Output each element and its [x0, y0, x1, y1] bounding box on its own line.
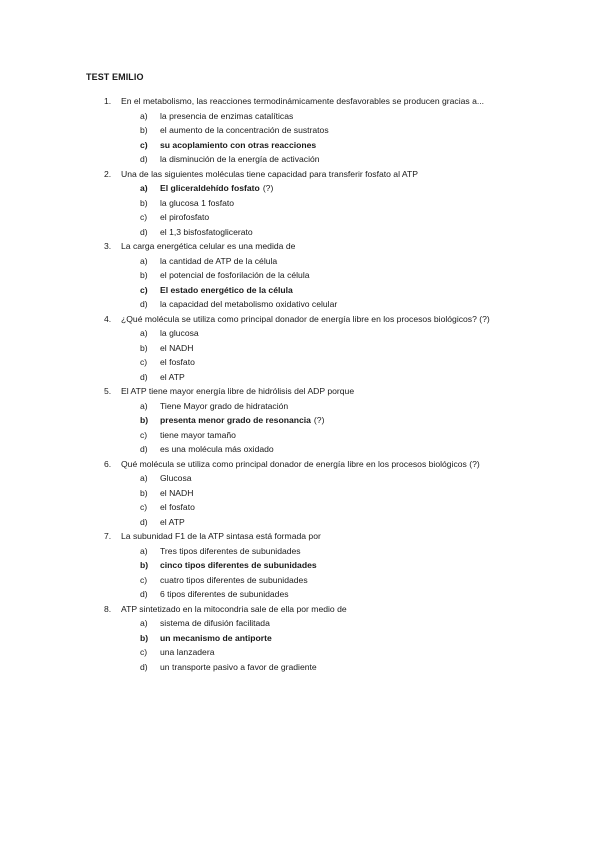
- answer-option: [0, 500, 600, 515]
- option-text: el NADH: [160, 342, 194, 353]
- answer-option: [0, 152, 600, 167]
- answer-option: [0, 268, 600, 283]
- option-content: [160, 631, 272, 646]
- option-text: la glucosa 1 fosfato: [160, 197, 235, 208]
- question-number: 5.: [104, 386, 112, 396]
- question-item: [0, 529, 600, 544]
- option-content: [160, 138, 316, 153]
- question-text: ATP sintetizado en la mitocondria sale de ella por medio de: [121, 603, 347, 614]
- question-text: La carga energética celular es una medida de: [121, 241, 296, 251]
- option-content: [160, 152, 320, 167]
- option-text: el 1,3 bisfosfatoglicerato: [160, 226, 253, 237]
- option-text: la capacidad del metabolismo oxidativo celular: [160, 299, 338, 309]
- option-content: [160, 196, 234, 211]
- answer-option: [0, 138, 600, 153]
- option-letter: a): [140, 183, 148, 193]
- answer-option: [0, 254, 600, 269]
- answer-option: [0, 515, 600, 530]
- answer-option: [0, 486, 600, 501]
- option-content: [160, 573, 308, 588]
- answer-option: [0, 225, 600, 240]
- question-text: Una de las siguientes moléculas tiene capacidad para transferir fosfato al ATP: [121, 168, 418, 179]
- question-list: [0, 94, 600, 674]
- option-text: la disminución de la energía de activación: [160, 154, 320, 164]
- answer-option: [0, 123, 600, 138]
- option-letter: c): [140, 574, 148, 585]
- question-item: [0, 384, 600, 399]
- option-letter: a): [140, 110, 148, 121]
- option-letter: b): [140, 197, 148, 208]
- option-content: [160, 587, 289, 602]
- answer-option: [0, 210, 600, 225]
- option-uncertain-mark: (?): [313, 415, 325, 425]
- question-item: [0, 167, 600, 182]
- option-letter: c): [140, 284, 148, 295]
- option-letter: a): [140, 545, 148, 556]
- answer-option: [0, 283, 600, 298]
- option-letter: b): [140, 342, 148, 353]
- option-text-selected: cinco tipos diferentes de subunidades: [160, 560, 317, 570]
- option-content: [160, 297, 337, 312]
- answer-option: [0, 355, 600, 370]
- answer-option: [0, 341, 600, 356]
- option-text: el pirofosfato: [160, 212, 210, 222]
- option-text: la presencia de enzimas catalíticas: [160, 110, 294, 121]
- option-text-selected: presenta menor grado de resonancia: [160, 415, 311, 425]
- question-text: La subunidad F1 de la ATP sintasa está formada por: [121, 531, 321, 541]
- option-letter: d): [140, 154, 148, 164]
- option-letter: b): [140, 487, 148, 498]
- question-item: [0, 457, 600, 472]
- question-number: 8.: [104, 603, 112, 614]
- answer-option: [0, 645, 600, 660]
- option-letter: d): [140, 589, 148, 599]
- answer-option: [0, 573, 600, 588]
- option-content: [160, 660, 317, 675]
- option-letter: d): [140, 226, 148, 237]
- option-letter: c): [140, 139, 148, 150]
- option-text: la cantidad de ATP de la célula: [160, 255, 278, 266]
- answer-option: [0, 558, 600, 573]
- option-letter: a): [140, 255, 148, 266]
- option-text: el aumento de la concentración de sustratos: [160, 125, 329, 135]
- option-text: la glucosa: [160, 328, 199, 338]
- option-content: [160, 428, 236, 443]
- document-title: TEST EMILIO: [86, 72, 144, 82]
- option-text: tiene mayor tamaño: [160, 429, 236, 440]
- option-letter: b): [140, 125, 148, 135]
- option-text: el potencial de fosforilación de la célula: [160, 270, 310, 280]
- option-letter: a): [140, 400, 148, 411]
- option-letter: b): [140, 632, 149, 643]
- option-text: Tiene Mayor grado de hidratación: [160, 400, 289, 411]
- option-content: [160, 500, 195, 515]
- answer-option: [0, 370, 600, 385]
- question-text: En el metabolismo, las reacciones termodinámicamente desfavorables se producen gracias a...: [121, 96, 485, 106]
- option-letter: c): [140, 212, 148, 222]
- option-content: [160, 355, 195, 370]
- option-letter: a): [140, 328, 148, 338]
- option-text: 6 tipos diferentes de subunidades: [160, 589, 289, 599]
- question-number: 4.: [104, 313, 112, 324]
- option-text-selected: El estado energético de la célula: [160, 284, 293, 295]
- option-content: [160, 558, 317, 573]
- answer-option: [0, 181, 600, 196]
- option-content: [160, 471, 192, 486]
- answer-option: [0, 616, 600, 631]
- option-letter: b): [140, 270, 148, 280]
- answer-option: [0, 297, 600, 312]
- option-text-selected: un mecanismo de antiporte: [160, 632, 272, 643]
- answer-option: [0, 326, 600, 341]
- question-number: 1.: [104, 96, 112, 106]
- option-text: el ATP: [160, 516, 185, 527]
- answer-option: [0, 196, 600, 211]
- question-text: El ATP tiene mayor energía libre de hidrólisis del ADP porque: [121, 386, 355, 396]
- answer-option: [0, 544, 600, 559]
- option-letter: a): [140, 473, 148, 483]
- option-content: [160, 283, 293, 298]
- option-content: [160, 254, 277, 269]
- option-text-selected: su acoplamiento con otras reacciones: [160, 139, 317, 150]
- option-content: [160, 486, 193, 501]
- question-item: [0, 94, 600, 109]
- option-text: el fosfato: [160, 357, 195, 367]
- option-text: es una molécula más oxidado: [160, 444, 274, 454]
- option-letter: c): [140, 647, 148, 657]
- question-number: 3.: [104, 241, 112, 251]
- question-number: 2.: [104, 168, 112, 179]
- answer-option: [0, 428, 600, 443]
- option-content: [160, 210, 209, 225]
- option-content: [160, 442, 274, 457]
- option-letter: c): [140, 357, 148, 367]
- option-letter: d): [140, 371, 148, 382]
- option-text: Tres tipos diferentes de subunidades: [160, 545, 301, 556]
- option-content: [160, 181, 273, 196]
- option-content: [160, 370, 185, 385]
- question-number: 6.: [104, 458, 112, 469]
- option-text: el NADH: [160, 487, 194, 498]
- option-content: [160, 544, 301, 559]
- option-uncertain-mark: (?): [262, 183, 274, 193]
- option-letter: a): [140, 618, 148, 628]
- option-letter: b): [140, 415, 149, 425]
- option-content: [160, 399, 288, 414]
- option-text: el fosfato: [160, 502, 195, 512]
- option-content: [160, 341, 193, 356]
- option-letter: d): [140, 661, 148, 672]
- option-content: [160, 326, 199, 341]
- answer-option: [0, 660, 600, 675]
- option-letter: c): [140, 502, 148, 512]
- option-content: [160, 413, 324, 428]
- option-text: cuatro tipos diferentes de subunidades: [160, 574, 308, 585]
- answer-option: [0, 631, 600, 646]
- option-letter: d): [140, 444, 148, 454]
- answer-option: [0, 109, 600, 124]
- option-content: [160, 616, 270, 631]
- question-item: [0, 602, 600, 617]
- question-item: [0, 312, 600, 327]
- answer-option: [0, 471, 600, 486]
- option-content: [160, 515, 185, 530]
- option-content: [160, 109, 293, 124]
- question-text: ¿Qué molécula se utiliza como principal donador de energía libre en los procesos biológicos? (?): [121, 313, 490, 324]
- answer-option: [0, 399, 600, 414]
- answer-option: [0, 587, 600, 602]
- answer-option: [0, 442, 600, 457]
- option-content: [160, 268, 310, 283]
- option-text: una lanzadera: [160, 647, 215, 657]
- question-number: 7.: [104, 531, 112, 541]
- option-text: sistema de difusión facilitada: [160, 618, 270, 628]
- option-letter: c): [140, 429, 148, 440]
- option-content: [160, 645, 214, 660]
- option-content: [160, 225, 253, 240]
- option-letter: d): [140, 516, 148, 527]
- question-item: [0, 239, 600, 254]
- question-text: Qué molécula se utiliza como principal donador de energía libre en los procesos biológicos (?): [121, 458, 480, 469]
- option-letter: d): [140, 299, 148, 309]
- option-text: Glucosa: [160, 473, 192, 483]
- option-text: un transporte pasivo a favor de gradiente: [160, 661, 317, 672]
- option-letter: b): [140, 560, 149, 570]
- option-text: el ATP: [160, 371, 185, 382]
- option-text-selected: El gliceraldehído fosfato: [160, 183, 260, 193]
- answer-option: [0, 413, 600, 428]
- option-content: [160, 123, 329, 138]
